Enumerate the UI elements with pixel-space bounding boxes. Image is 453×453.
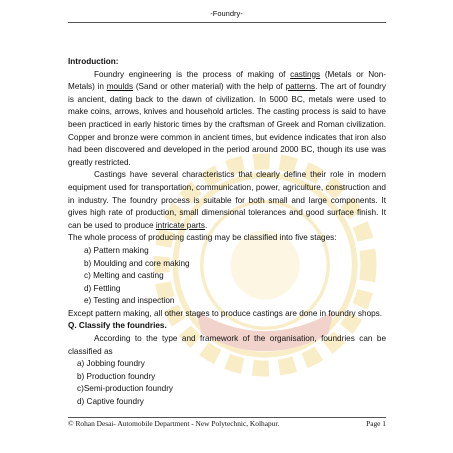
question-heading: Q. Classify the foundries. <box>68 321 167 331</box>
page-number: Page 1 <box>366 419 386 428</box>
link-castings: castings <box>290 69 321 79</box>
intro-paragraph-1: Foundry engineering is the process of making of castings (Metals or Non-Metals) in moulds (Sand or other material) with the help of patterns. The art of foundry is ancient, dating back to the dawn of civilization. In 5000 BC, metals were used to make coins, arrows, knives and household articles. The casting process is said to have been practiced in early historic times by the craftsman of Greek and Roman civilization. Copper and bronze were common in ancient times, but evidence indicates that iron also had been discovered and developed in the period around 2000 BC, though its use was greatly restricted. <box>68 69 387 167</box>
page-content <box>68 56 386 409</box>
question-paragraph: According to the type and framework of the organisation, foundries can be classified as <box>68 334 386 356</box>
list-item: e) Testing and inspection <box>84 296 175 306</box>
link-moulds: moulds <box>106 82 134 92</box>
link-intricate-parts: intricate parts <box>155 220 206 230</box>
intro-paragraph-4: Except pattern making, all other stages to produce castings are done in foundry shops. <box>68 308 383 318</box>
intro-paragraph-2: Castings have several characteristics that clearly define their role in modern equipment used for transportation, communication, power, agriculture, construction and in industry. The foundry process is suitable for both small and large components. It gives high rate of production, small dimensional tolerances and good surface finish. It can be used to produce intricate parts. <box>68 170 386 230</box>
header-divider <box>68 22 386 23</box>
footer-copyright: © Rohan Desai- Automobile Department - New Polytechnic, Kolhapur. <box>68 419 280 428</box>
page-header: -Foundry- <box>210 9 243 18</box>
list-item: d) Fettling <box>84 283 121 293</box>
footer-divider <box>68 417 386 418</box>
list-item: c)Semi-production foundry <box>77 384 174 394</box>
list-item: b) Production foundry <box>77 371 156 381</box>
list-item: a) Pattern making <box>84 245 149 255</box>
list-item: a) Jobbing foundry <box>77 359 145 369</box>
intro-paragraph-3: The whole process of producing casting may be classified into five stages: <box>68 233 337 243</box>
stages-list <box>68 245 386 308</box>
foundry-types-list <box>68 358 386 408</box>
list-item: c) Melting and casting <box>84 271 164 281</box>
section-heading-introduction: Introduction: <box>68 57 119 66</box>
list-item: d) Captive foundry <box>77 397 144 407</box>
list-item: b) Moulding and core making <box>84 258 190 268</box>
link-patterns: patterns <box>285 82 316 92</box>
